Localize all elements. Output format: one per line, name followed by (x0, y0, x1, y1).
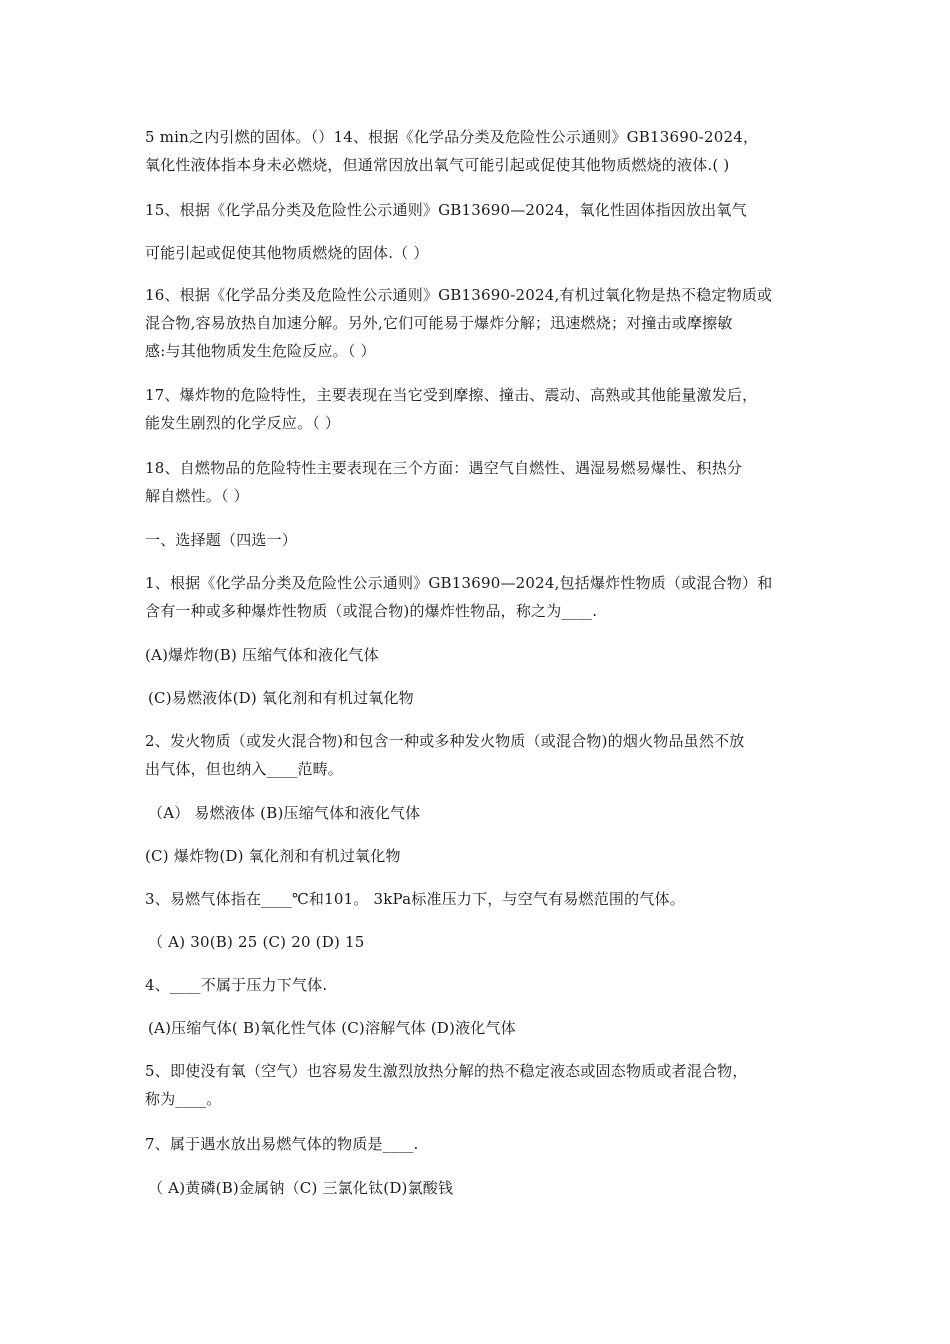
text-line: 4、____不属于压力下气体. (145, 976, 328, 994)
text-line: 一、选择题（四选一） (145, 531, 298, 549)
options-mc7 (148, 1174, 816, 1202)
text-line: 18、自燃物品的危险特性主要表现在三个方面：遇空气自燃性、遇湿易燃易爆性、积热分 (145, 459, 743, 477)
paragraph-q16 (145, 281, 813, 365)
paragraph-mc1 (145, 569, 813, 625)
text-line: 氧化性液体指本身未必燃烧，但通常因放出氧气可能引起或促使其他物质燃烧的液体.( ) (145, 156, 730, 174)
text-line: 感:与其他物质发生危险反应。（ ） (145, 342, 376, 360)
text-line: 解自燃性。（ ） (145, 487, 249, 505)
options-mc1-cd (148, 684, 816, 712)
options-mc2-ab (148, 799, 816, 827)
paragraph-mc4 (145, 971, 813, 999)
text-line: (C) 爆炸物(D) 氧化剂和有机过氧化物 (145, 847, 401, 865)
text-line: 能发生剧烈的化学反应。（ ） (145, 414, 341, 432)
section-heading (145, 526, 813, 554)
text-line: 2、发火物质（或发火混合物)和包含一种或多种发火物质（或混合物)的烟火物品虽然不放 (145, 732, 745, 750)
paragraph-q15-cont (145, 239, 813, 267)
paragraph-mc5 (145, 1057, 813, 1113)
text-line: 3、易燃气体指在____℃和101。 3kPa标准压力下，与空气有易燃范围的气体。 (145, 890, 685, 908)
text-line: (A)压缩气体( B)氧化性气体 (C)溶解气体 (D)液化气体 (148, 1019, 516, 1037)
text-line: （A） 易燃液体 (B)压缩气体和液化气体 (148, 804, 421, 822)
paragraph-q14 (145, 123, 813, 179)
text-line: 称为____。 (145, 1090, 222, 1108)
paragraph-mc3 (145, 885, 813, 913)
text-line: 1、根据《化学品分类及危险性公示通则》GB13690—2024,包括爆炸性物质（或混合物）和 (145, 574, 773, 592)
text-line: 5、即使没有氧（空气）也容易发生激烈放热分解的热不稳定液态或固态物质或者混合物， (145, 1062, 748, 1080)
options-mc4 (148, 1014, 816, 1042)
paragraph-mc7 (145, 1130, 813, 1158)
text-line: 16、根据《化学品分类及危险性公示通则》GB13690-2024,有机过氧化物是热不稳定物质或 (145, 286, 773, 304)
text-line: （ A) 30(B) 25 (C) 20 (D) 15 (148, 933, 365, 951)
paragraph-q15 (145, 196, 813, 224)
text-line: (C)易燃液体(D) 氧化剂和有机过氧化物 (148, 689, 414, 707)
text-line: (A)爆炸物(B) 压缩气体和液化气体 (145, 646, 379, 664)
text-line: 17、爆炸物的危险特性，主要表现在当它受到摩擦、撞击、震动、高熟或其他能量激发后， (145, 386, 758, 404)
options-mc2-cd (145, 842, 813, 870)
text-line: （ A)黄磷(B)金属钠（C) 三氯化钛(D)氯酸钱 (148, 1179, 454, 1197)
options-mc3 (148, 928, 816, 956)
text-line: 可能引起或促使其他物质燃烧的固体.（ ） (145, 244, 429, 262)
paragraph-q17 (145, 381, 813, 437)
text-line: 含有一种或多种爆炸性物质（或混合物)的爆炸性物品，称之为____. (145, 602, 598, 620)
text-line: 混合物,容易放热自加速分解。另外,它们可能易于爆炸分解；迅速燃烧；对撞击或摩擦敏 (145, 314, 733, 332)
paragraph-mc2 (145, 727, 813, 783)
paragraph-q18 (145, 454, 813, 510)
text-line: 出气体，但也纳入____范畴。 (145, 760, 344, 778)
text-line: 5 min之内引燃的固体。（）14、根据《化学品分类及危险性公示通则》GB13690-2024， (145, 128, 759, 146)
text-line: 15、根据《化学品分类及危险性公示通则》GB13690—2024，氧化性固体指因放出氧气 (145, 201, 747, 219)
text-line: 7、属于遇水放出易燃气体的物质是____. (145, 1135, 419, 1153)
options-mc1-ab (145, 641, 813, 669)
